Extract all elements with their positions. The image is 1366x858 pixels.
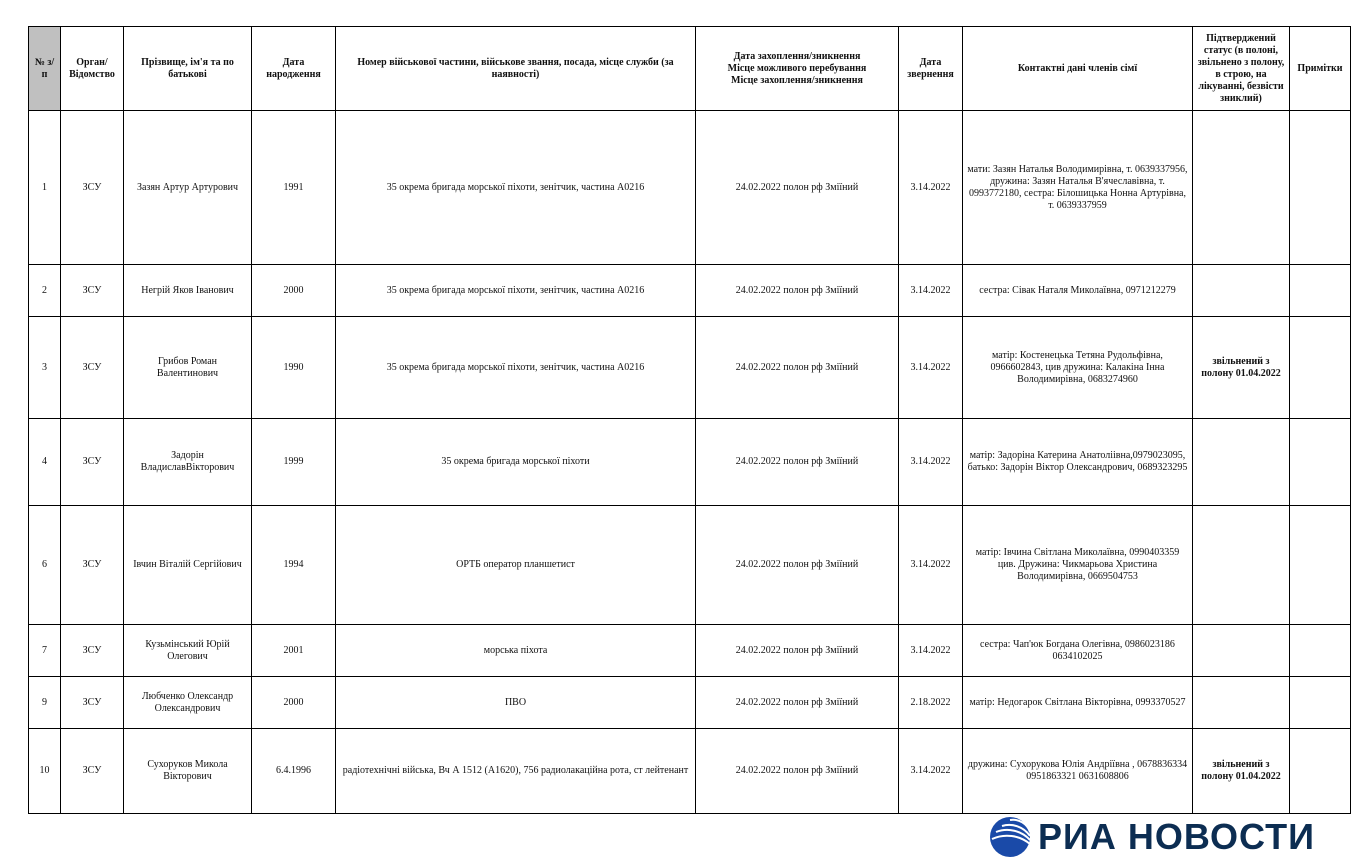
cell-appeal: 3.14.2022 [899, 419, 963, 506]
cell-name: Кузьмінський Юрій Олегович [124, 625, 252, 677]
cell-birth: 1991 [252, 111, 336, 265]
cell-contacts: мати: Зазян Наталья Володимирівна, т. 0639337956, дружина: Зазян Наталья В'ячеславівна, т. 0993772180, сестра: Білошицька Нонна Артурівна, т. 0639337959 [963, 111, 1193, 265]
cell-notes [1290, 506, 1351, 625]
cell-unit: 35 окрема бригада морської піхоти [336, 419, 696, 506]
cell-notes [1290, 729, 1351, 814]
cell-notes [1290, 111, 1351, 265]
cell-unit: 35 окрема бригада морської піхоти, зенітчик, частина А0216 [336, 317, 696, 419]
header-contacts: Контактні дані членів сімї [963, 27, 1193, 111]
cell-organ: ЗСУ [61, 111, 124, 265]
cell-capture: 24.02.2022 полон рф Зміїний [696, 625, 899, 677]
cell-capture: 24.02.2022 полон рф Зміїний [696, 677, 899, 729]
cell-appeal: 3.14.2022 [899, 625, 963, 677]
cell-capture: 24.02.2022 полон рф Зміїний [696, 265, 899, 317]
table-row [29, 419, 1351, 506]
cell-appeal: 3.14.2022 [899, 506, 963, 625]
cell-appeal: 2.18.2022 [899, 677, 963, 729]
cell-name: Любченко Олександр Олександрович [124, 677, 252, 729]
cell-unit: 35 окрема бригада морської піхоти, зенітчик, частина А0216 [336, 265, 696, 317]
cell-num: 3 [29, 317, 61, 419]
cell-name: Негрій Яков Іванович [124, 265, 252, 317]
cell-organ: ЗСУ [61, 265, 124, 317]
cell-num: 7 [29, 625, 61, 677]
cell-unit: ОРТБ оператор планшетист [336, 506, 696, 625]
header-num: № з/п [29, 27, 61, 111]
cell-status [1193, 506, 1290, 625]
header-notes: Примітки [1290, 27, 1351, 111]
cell-status: звільнений з полону 01.04.2022 [1193, 317, 1290, 419]
cell-contacts: матір: Задоріна Катерина Анатоліівна,0979023095, батько: Задорін Віктор Олександрович, 0689323295 [963, 419, 1193, 506]
cell-unit: морська піхота [336, 625, 696, 677]
header-birth: Дата народження [252, 27, 336, 111]
cell-num: 6 [29, 506, 61, 625]
table-row [29, 506, 1351, 625]
cell-appeal: 3.14.2022 [899, 317, 963, 419]
cell-notes [1290, 419, 1351, 506]
cell-birth: 2000 [252, 677, 336, 729]
table-row [29, 625, 1351, 677]
cell-organ: ЗСУ [61, 677, 124, 729]
ria-novosti-watermark [990, 816, 1350, 858]
cell-contacts: дружина: Сухорукова Юлія Андріївна , 0678836334 0951863321 0631608806 [963, 729, 1193, 814]
cell-status: звільнений з полону 01.04.2022 [1193, 729, 1290, 814]
cell-contacts: матір: Костенецька Тетяна Рудольфівна, 0966602843, цив дружина: Калакіна Інна Володимирівна, 0683274960 [963, 317, 1193, 419]
cell-birth: 1994 [252, 506, 336, 625]
cell-unit: 35 окрема бригада морської піхоти, зенітчик, частина А0216 [336, 111, 696, 265]
header-capture: Дата захоплення/зникнення Місце можливого перебування Місце захоплення/зникнення [696, 27, 899, 111]
globe-logo-icon [990, 817, 1030, 857]
cell-name: Сухоруков Микола Вікторович [124, 729, 252, 814]
cell-name: Грибов Роман Валентинович [124, 317, 252, 419]
cell-unit: радіотехнічні війська, Вч А 1512 (А1620), 756 радиолакаційна рота, ст лейтенант [336, 729, 696, 814]
cell-appeal: 3.14.2022 [899, 265, 963, 317]
header-status: Підтверджений статус (в полоні, звільнено з полону, в строю, на лікуванні, безвісти зниклий) [1193, 27, 1290, 111]
prisoners-table [28, 26, 1351, 814]
cell-capture: 24.02.2022 полон рф Зміїний [696, 506, 899, 625]
cell-num: 2 [29, 265, 61, 317]
cell-birth: 6.4.1996 [252, 729, 336, 814]
cell-birth: 2000 [252, 265, 336, 317]
cell-status [1193, 625, 1290, 677]
cell-contacts: сестра: Чап'юк Богдана Олегівна, 0986023186 0634102025 [963, 625, 1193, 677]
cell-organ: ЗСУ [61, 419, 124, 506]
cell-birth: 1990 [252, 317, 336, 419]
cell-name: Івчин Віталій Сергійович [124, 506, 252, 625]
header-organ: Орган/ Відомство [61, 27, 124, 111]
cell-capture: 24.02.2022 полон рф Зміїний [696, 729, 899, 814]
table-row [29, 111, 1351, 265]
cell-contacts: матір: Івчина Світлана Миколаївна, 0990403359 цив. Дружина: Чикмарьова Христина Володимирівна, 0669504753 [963, 506, 1193, 625]
cell-organ: ЗСУ [61, 317, 124, 419]
cell-organ: ЗСУ [61, 506, 124, 625]
cell-num: 1 [29, 111, 61, 265]
cell-num: 4 [29, 419, 61, 506]
cell-status [1193, 677, 1290, 729]
cell-notes [1290, 265, 1351, 317]
cell-organ: ЗСУ [61, 625, 124, 677]
cell-status [1193, 265, 1290, 317]
cell-contacts: сестра: Сівак Наталя Миколаївна, 0971212279 [963, 265, 1193, 317]
cell-status [1193, 419, 1290, 506]
cell-capture: 24.02.2022 полон рф Зміїний [696, 419, 899, 506]
table-row [29, 265, 1351, 317]
header-appeal: Дата звернення [899, 27, 963, 111]
header-unit: Номер військової частини, військове звання, посада, місце служби (за наявності) [336, 27, 696, 111]
cell-birth: 1999 [252, 419, 336, 506]
cell-capture: 24.02.2022 полон рф Зміїний [696, 111, 899, 265]
cell-notes [1290, 317, 1351, 419]
cell-contacts: матір: Недогарок Світлана Вікторівна, 0993370527 [963, 677, 1193, 729]
cell-num: 10 [29, 729, 61, 814]
cell-organ: ЗСУ [61, 729, 124, 814]
cell-appeal: 3.14.2022 [899, 111, 963, 265]
cell-unit: ПВО [336, 677, 696, 729]
header-name: Прізвище, ім'я та по батькові [124, 27, 252, 111]
cell-notes [1290, 625, 1351, 677]
table-row [29, 677, 1351, 729]
cell-status [1193, 111, 1290, 265]
cell-birth: 2001 [252, 625, 336, 677]
watermark-text: РИА НОВОСТИ [1038, 816, 1315, 857]
cell-name: Зазян Артур Артурович [124, 111, 252, 265]
cell-capture: 24.02.2022 полон рф Зміїний [696, 317, 899, 419]
cell-name: Задорін ВладиславВікторович [124, 419, 252, 506]
cell-notes [1290, 677, 1351, 729]
table-row [29, 317, 1351, 419]
header-row [29, 27, 1351, 111]
cell-num: 9 [29, 677, 61, 729]
cell-appeal: 3.14.2022 [899, 729, 963, 814]
table-row [29, 729, 1351, 814]
